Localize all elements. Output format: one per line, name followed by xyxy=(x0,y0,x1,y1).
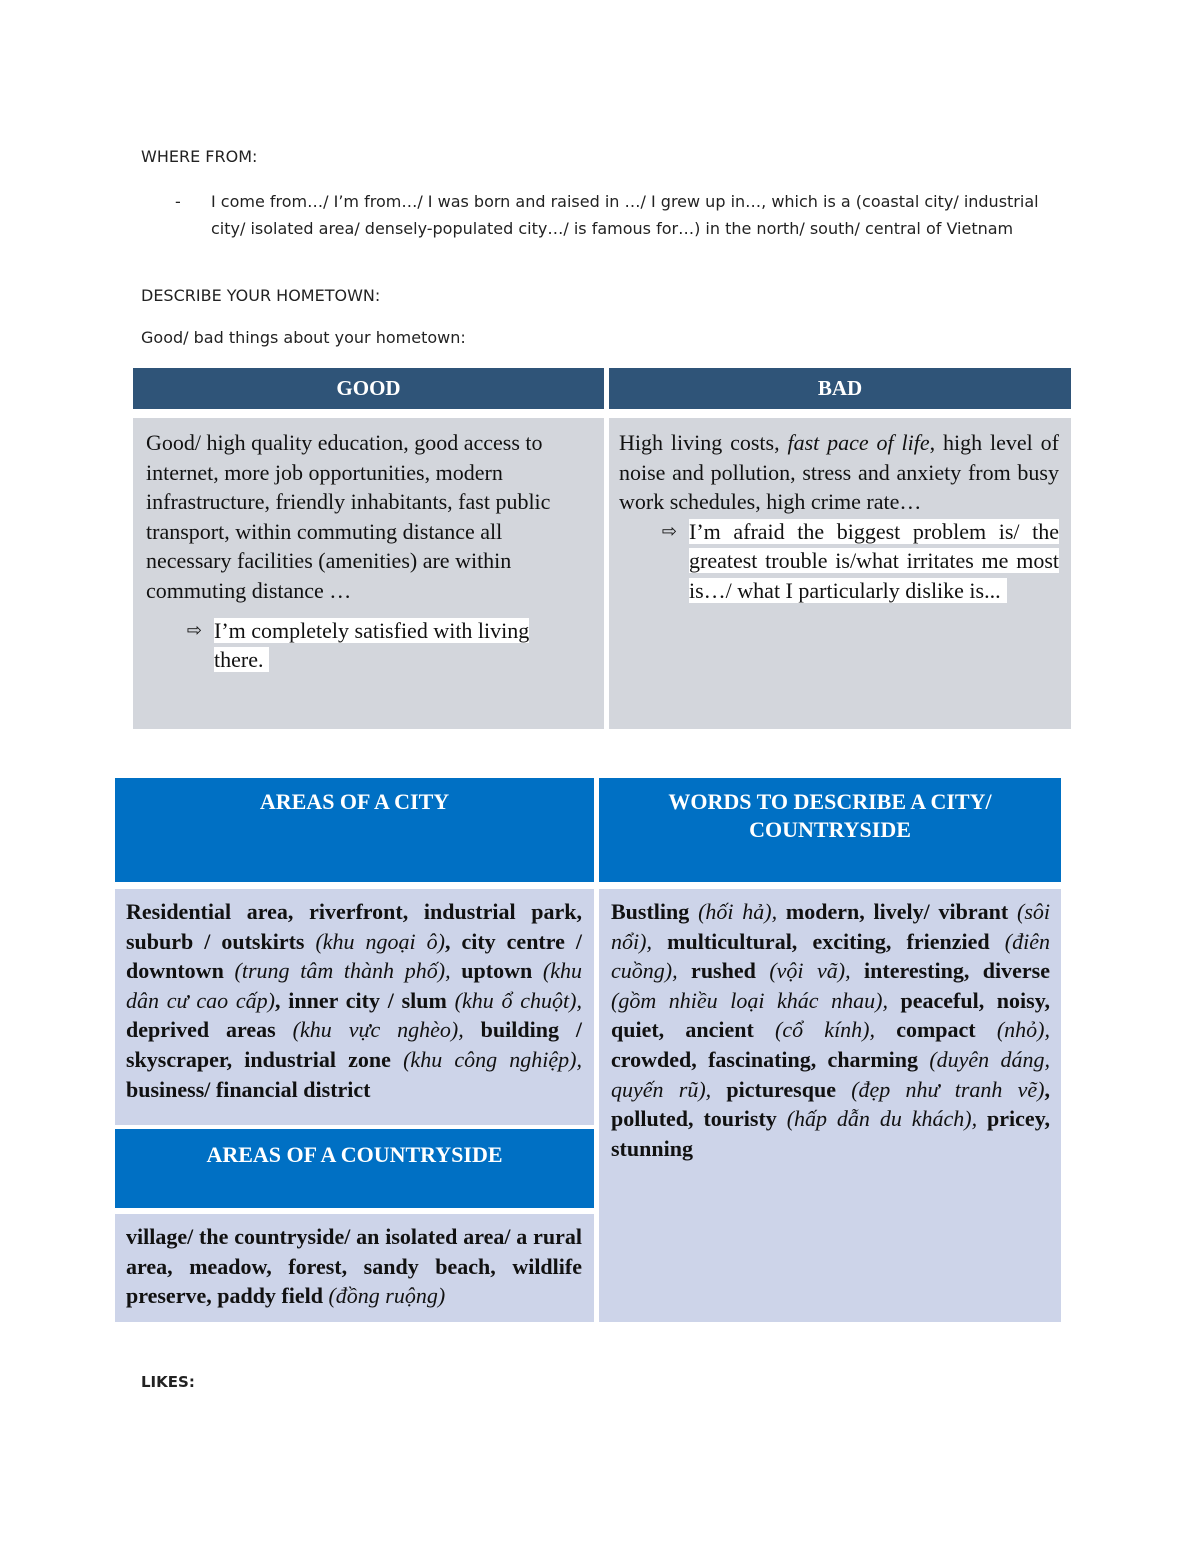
areas-of-a-countryside-header: AREAS OF A COUNTRYSIDE xyxy=(115,1129,594,1208)
bad-conclusion-line xyxy=(641,517,1059,606)
term-text: , inner city / slum xyxy=(274,987,455,1013)
vietnamese-translation: (đẹp như tranh vẽ) xyxy=(851,1076,1045,1102)
vietnamese-translation: (hối hả), xyxy=(698,899,778,924)
bad-text: High living costs, fast pace of life, high level of noise and pollution, stress and anxiety from busy work schedules, high crime rate… xyxy=(619,430,1059,515)
term-text: Bustling xyxy=(611,899,699,924)
arrow-right-icon: ⇨ xyxy=(661,520,677,541)
bad-conclusion: I’m afraid the biggest problem is/ the greatest trouble is/what irritates me most is…/ what I particularly dislike is... xyxy=(689,518,1059,603)
vietnamese-translation: (sôi nổi), xyxy=(611,899,1051,954)
term-text: village/ the countryside/ an isolated area/ a rural area, meadow, forest, sandy beach, wildlife preserve, paddy field xyxy=(126,1224,582,1309)
where-from-heading: WHERE FROM: xyxy=(141,147,258,166)
good-column-header: GOOD xyxy=(133,368,604,409)
areas-of-a-city-cell xyxy=(115,889,594,1125)
term-text: picturesque xyxy=(711,1076,852,1102)
areas-of-a-countryside-cell xyxy=(115,1214,594,1322)
term-text: rushed xyxy=(677,958,770,984)
vietnamese-translation: (khu vực nghèo), xyxy=(292,1017,464,1043)
good-bad-intro: Good/ bad things about your hometown: xyxy=(141,328,466,347)
vietnamese-translation: (khu dân cư cao cấp) xyxy=(126,958,582,1013)
vietnamese-translation: (gồm nhiều loại khác nhau), xyxy=(611,987,888,1013)
vietnamese-translation: (nhỏ), xyxy=(996,1017,1050,1043)
areas-of-a-city-header: AREAS OF A CITY xyxy=(115,778,594,882)
likes-heading: LIKES: xyxy=(141,1373,195,1391)
vietnamese-translation: (trung tâm thành phố), xyxy=(234,958,451,984)
vietnamese-translation: (khu ngoại ô) xyxy=(315,928,445,954)
term-text: multicultural, exciting, frienzied xyxy=(651,928,1005,954)
good-conclusion: I’m completely satisfied with living there. xyxy=(214,617,530,673)
words-to-describe-header: WORDS TO DESCRIBE A CITY/ COUNTRYSIDE xyxy=(599,778,1061,882)
vietnamese-translation: (vội vã), xyxy=(769,958,851,984)
bullet-dash: - xyxy=(175,192,181,211)
good-text: Good/ high quality education, good access to internet, more job opportunities, modern infrastructure, friendly inhabitants, fast public transport, within commuting distance all necessary facilities (amenities) are within commuting distance … xyxy=(146,430,551,603)
term-text: uptown xyxy=(450,958,543,984)
term-text: pricey, stunning xyxy=(611,1106,1050,1161)
term-text: , city centre / downtown xyxy=(126,928,582,984)
bad-column-header: BAD xyxy=(609,368,1071,409)
term-text: building / skyscraper, industrial zone xyxy=(126,1017,582,1072)
term-text: compact xyxy=(875,1017,997,1043)
vietnamese-translation: (điên cuồng), xyxy=(611,928,1050,984)
vietnamese-translation: (khu ổ chuột), xyxy=(454,987,582,1013)
good-cell xyxy=(133,418,604,729)
term-text: crowded, fascinating, charming xyxy=(611,1046,930,1072)
good-conclusion-line xyxy=(166,616,590,675)
vietnamese-translation: (duyên dáng, quyến rũ), xyxy=(611,1046,1050,1102)
words-to-describe-cell xyxy=(599,889,1061,1322)
vietnamese-translation: (khu công nghiệp), xyxy=(403,1046,583,1072)
term-text: business/ financial district xyxy=(126,1076,371,1102)
where-from-bullet xyxy=(175,188,1055,242)
describe-hometown-heading: DESCRIBE YOUR HOMETOWN: xyxy=(141,286,381,305)
arrow-right-icon: ⇨ xyxy=(186,619,202,640)
bad-cell xyxy=(609,418,1071,729)
term-text: , polluted, touristy xyxy=(611,1076,1051,1132)
term-text: deprived areas xyxy=(126,1017,293,1043)
vietnamese-translation: (hấp dẫn du khách), xyxy=(786,1106,978,1132)
term-text: interesting, diverse xyxy=(850,958,1051,984)
where-from-bullet-text: I come from…/ I’m from…/ I was born and raised in …/ I grew up in…, which is a (coastal city/ industrial city/ isolated area/ densely-populated city…/ is famous for…) in the north/ south/ central of Vietnam xyxy=(211,192,1039,238)
vietnamese-translation: (đồng ruộng) xyxy=(328,1283,446,1309)
vietnamese-translation: (cổ kính), xyxy=(775,1017,876,1043)
term-text: Residential area, riverfront, industrial park, suburb / outskirts xyxy=(126,899,582,954)
term-text: peaceful, noisy, quiet, ancient xyxy=(611,987,1050,1043)
term-text: modern, lively/ vibrant xyxy=(777,899,1018,924)
